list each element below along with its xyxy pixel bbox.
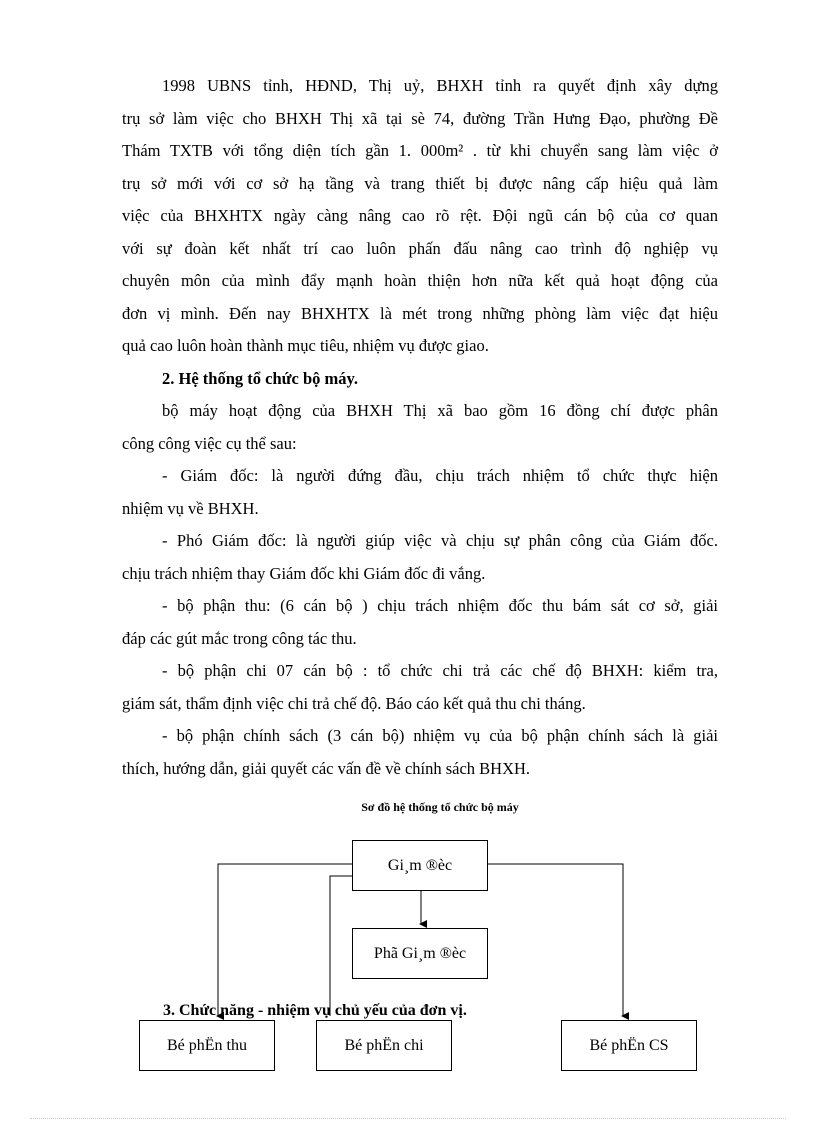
- text-line: đơn vị mình. Đến nay BHXHTX là mét trong những phòng làm việc đạt hiệu: [122, 303, 718, 323]
- text-line: chuyên môn của mình đẩy mạnh hoàn thiện hơn nữa kết quả hoạt động của: [122, 271, 718, 290]
- diagram-caption: Sơ đồ hệ thống tổ chức bộ máy: [361, 800, 519, 814]
- connector-director-expense: [330, 876, 352, 1016]
- connector-director-policy: [487, 864, 623, 1016]
- text-line: nhiệm vụ về BHXH.: [122, 498, 259, 518]
- section-heading-2: 2. Hệ thống tổ chức bộ máy.: [162, 368, 358, 388]
- text-line: bộ máy hoạt động của BHXH Thị xã bao gồm 16 đồng chí được phân: [162, 401, 718, 420]
- connector-director-revenue: [218, 864, 352, 1016]
- revenue-dept-box: Bé phËn thu: [139, 1020, 275, 1071]
- expense-dept-box: Bé phËn chi: [316, 1020, 452, 1071]
- text-line: trụ sở mới với cơ sở hạ tầng và trang thiết bị được nâng cấp hiệu quả làm: [122, 173, 718, 193]
- text-line: thích, hướng dẫn, giải quyết các vấn đề về chính sách BHXH.: [122, 758, 531, 778]
- text-line: - bộ phận chính sách (3 cán bộ) nhiệm vụ của bộ phận chính sách là giải: [162, 726, 718, 745]
- text-line: - bộ phận thu: (6 cán bộ ) chịu trách nhiệm đốc thu bám sát cơ sở, giải: [162, 596, 718, 615]
- text-line: trụ sở làm việc cho BHXH Thị xã tại sè 74, đường Trần Hưng Đạo, phường Đề: [122, 108, 718, 128]
- section-heading-3: 3. Chức năng - nhiệm vụ chủ yếu của đơn vị.: [163, 1002, 467, 1019]
- text-line: giám sát, thẩm định việc chi trả chế độ. Báo cáo kết quả thu chi tháng.: [122, 693, 586, 713]
- policy-dept-box: Bé phËn CS: [561, 1020, 697, 1071]
- text-line: 1998 UBNS tỉnh, HĐND, Thị uỷ, BHXH tỉnh ra quyết định xây dựng: [162, 76, 718, 95]
- text-line: chịu trách nhiệm thay Giám đốc khi Giám đốc đi vắng.: [122, 563, 486, 583]
- text-line: - Phó Giám đốc: là người giúp việc và chịu sự phân công của Giám đốc.: [162, 531, 718, 550]
- text-line: - bộ phận chi 07 cán bộ : tổ chức chi trả các chế độ BHXH: kiểm tra,: [162, 661, 718, 680]
- text-line: Thám TXTB với tổng diện tích gần 1. 000m² . từ khi chuyển sang làm việc ở: [122, 141, 718, 160]
- text-line: việc của BHXHTX ngày càng nâng cao rõ rệt. Đội ngũ cán bộ của cơ quan: [122, 206, 718, 225]
- director-box: Gi¸m ®èc: [352, 840, 488, 891]
- page-footer-rule: [30, 1118, 786, 1119]
- text-line: công công việc cụ thể sau:: [122, 433, 297, 453]
- text-line: - Giám đốc: là người đứng đầu, chịu trách nhiệm tổ chức thực hiện: [162, 466, 718, 485]
- text-line: với sự đoàn kết nhất trí cao luôn phấn đấu nâng cao trình độ nghiệp vụ: [122, 238, 718, 258]
- text-line: quả cao luôn hoàn thành mục tiêu, nhiệm vụ được giao.: [122, 336, 489, 355]
- text-line: đáp các gút mắc trong công tác thu.: [122, 628, 357, 648]
- deputy-box: Phã Gi¸m ®èc: [352, 928, 488, 979]
